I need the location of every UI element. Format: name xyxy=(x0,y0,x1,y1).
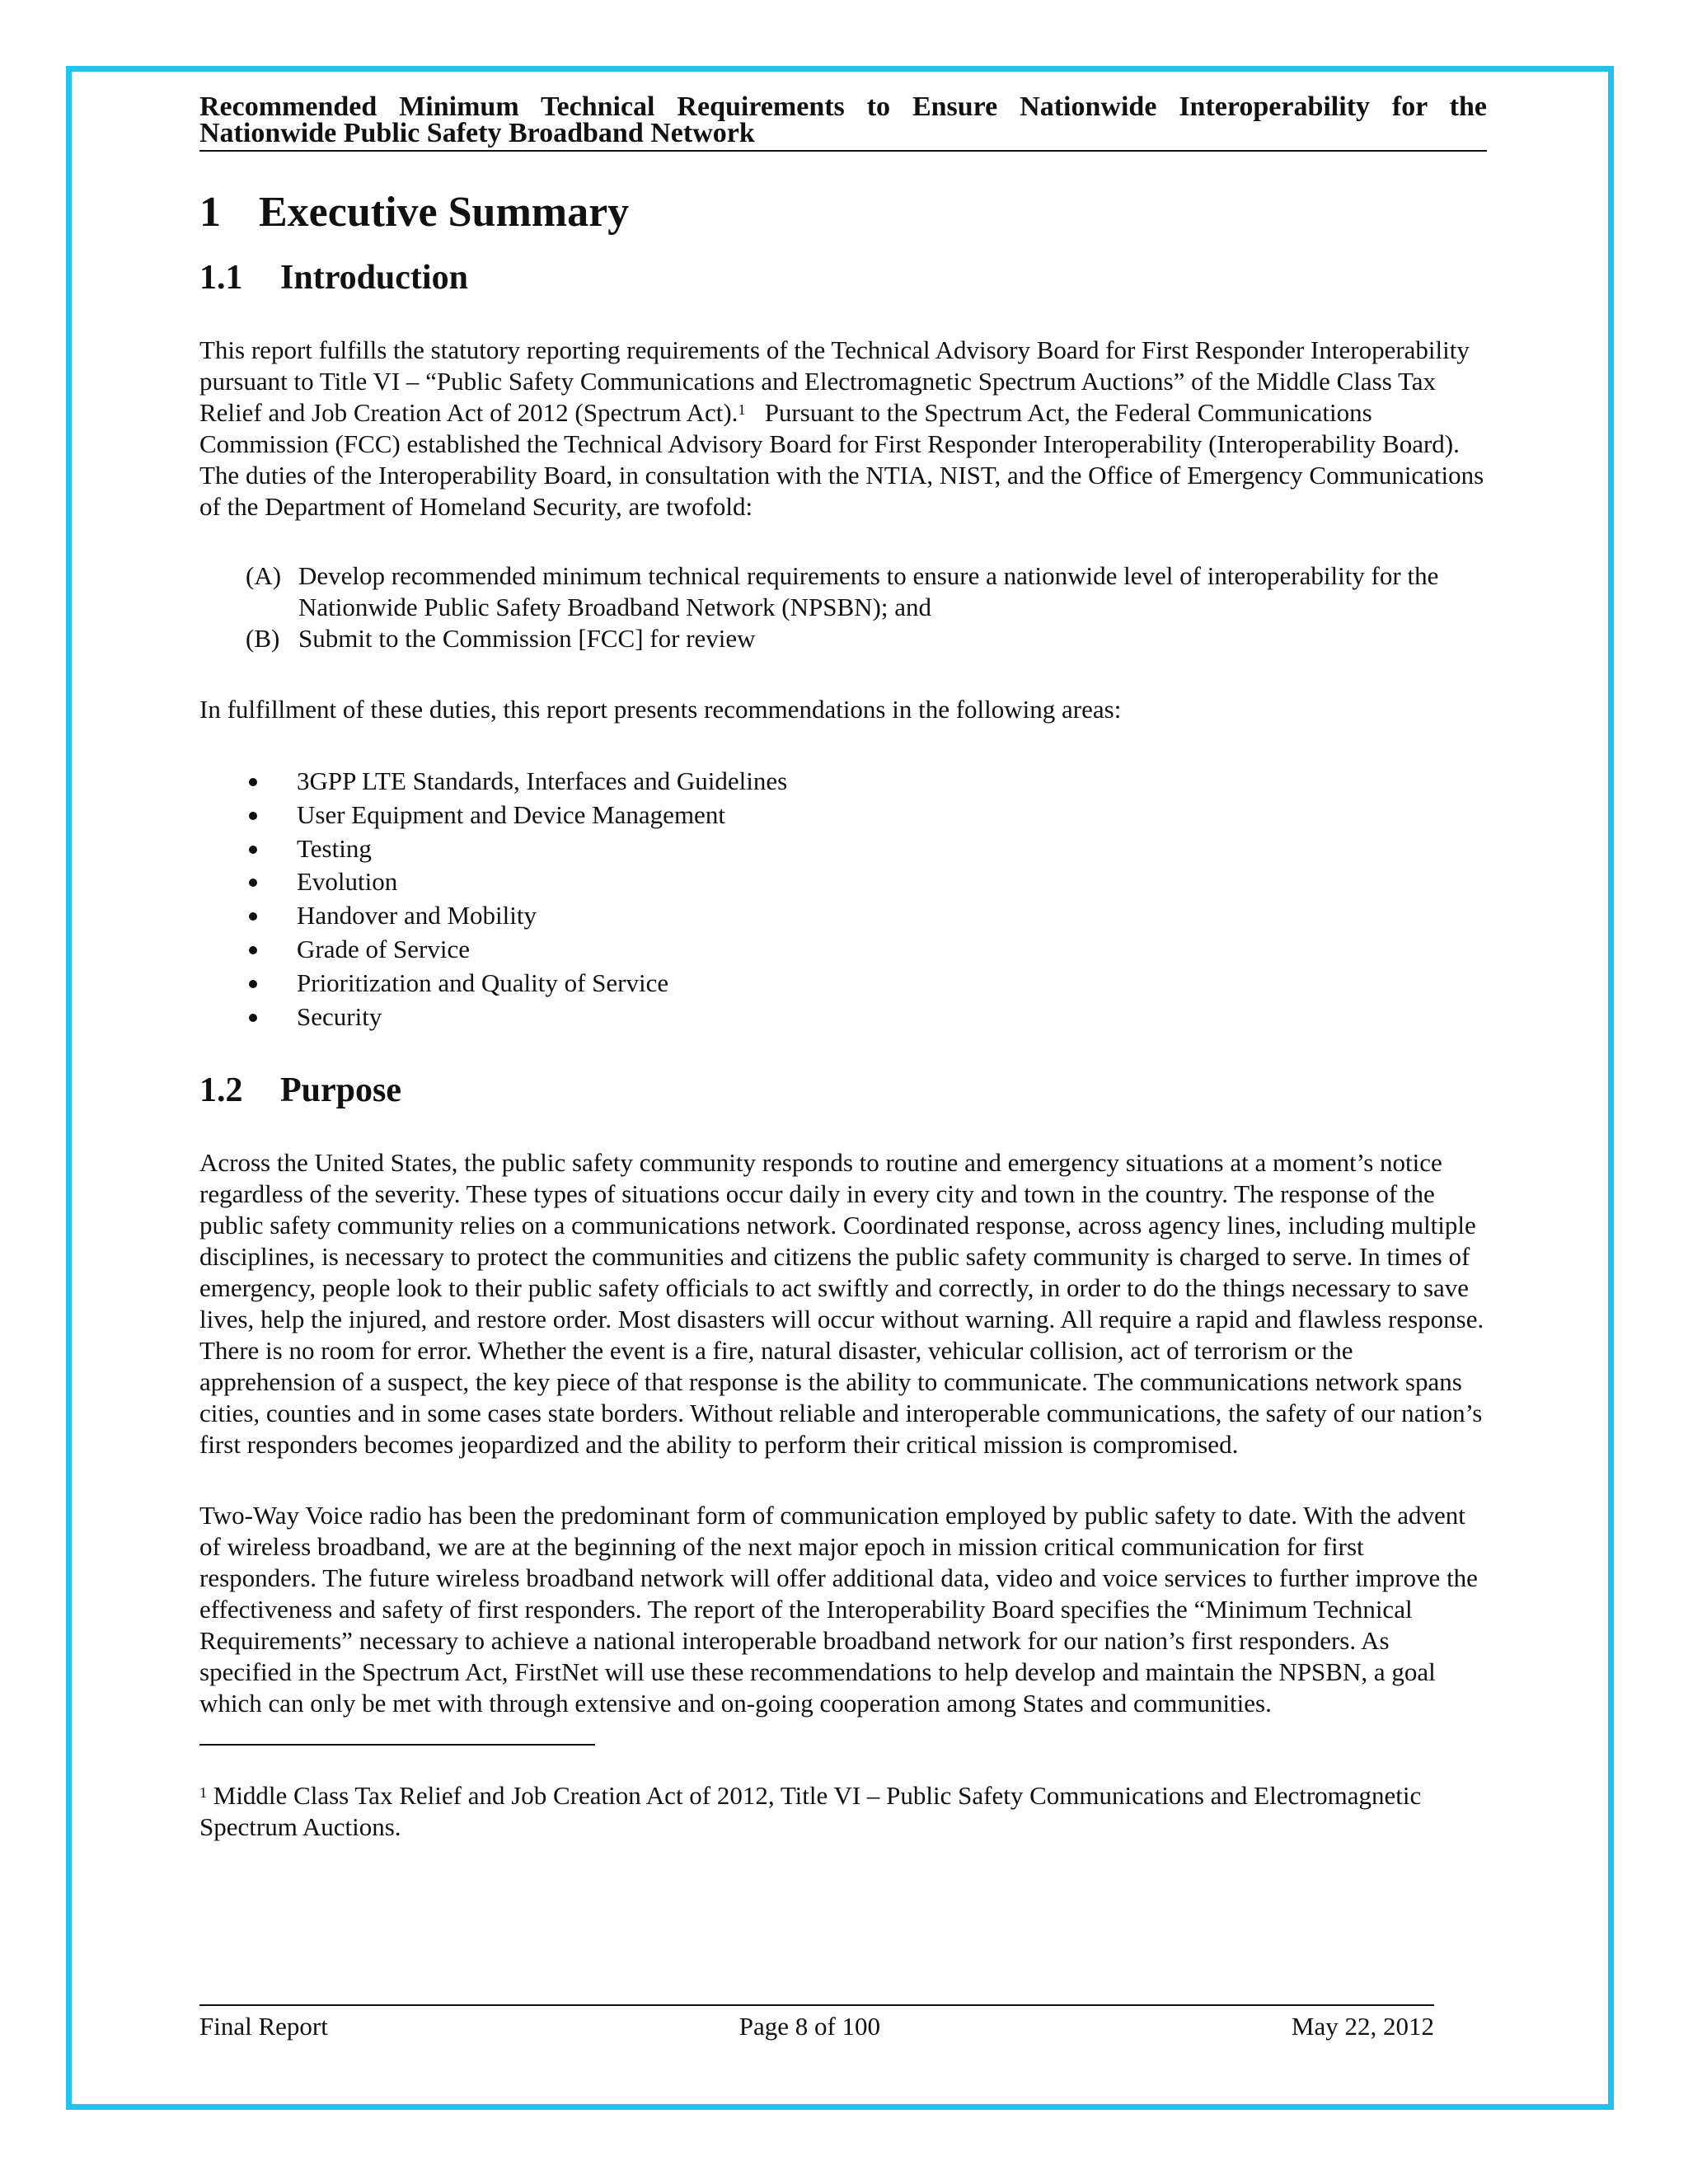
footnote-text: Middle Class Tax Relief and Job Creation Act of 2012, Title VI – Public Safety Communications and Electromagnetic Spectrum Auctions. xyxy=(199,1781,1422,1842)
section-number: 1.1 xyxy=(199,259,243,297)
duty-text: Develop recommended minimum technical requirements to ensure a nationwide level of interoperability for the Nationwide Public Safety Broadband Network (NPSBN); and xyxy=(298,561,1439,621)
footer-page-number: Page 8 of 100 xyxy=(738,2012,881,2041)
list-item xyxy=(199,899,1487,933)
intro-paragraph-1-text: This report fulfills the statutory reporting requirements of the Technical Advisory Board for First Responder Interoperability pursuant to Title VI – “Public Safety Communications and Electromagnetic Spectrum Auctions” of the Middle Class Tax Relief and Job Creation Act of 2012 (Spectrum Act). xyxy=(199,335,1470,427)
list-item xyxy=(199,623,1487,654)
footer-left: Final Report xyxy=(199,2012,328,2041)
list-item xyxy=(199,765,1487,799)
area-text: Handover and Mobility xyxy=(297,901,537,930)
area-text: Testing xyxy=(297,833,372,863)
running-header: Recommended Minimum Technical Requirements to Ensure Nationwide Interoperability for the Nationwide Public Safety Broadband Network xyxy=(199,94,1487,152)
list-item xyxy=(199,933,1487,967)
areas-list xyxy=(199,765,1487,1033)
bullet-icon xyxy=(249,912,257,921)
area-text: Grade of Service xyxy=(297,934,471,963)
bullet-icon xyxy=(249,1014,257,1022)
area-text: 3GPP LTE Standards, Interfaces and Guidelines xyxy=(297,766,788,795)
footer-date: May 22, 2012 xyxy=(1291,2012,1434,2041)
bullet-icon xyxy=(249,946,257,954)
section-number: 1.2 xyxy=(199,1071,243,1110)
list-item xyxy=(199,560,1487,623)
list-item xyxy=(199,1001,1487,1034)
bullet-icon xyxy=(249,778,257,786)
purpose-paragraph-2: Two-Way Voice radio has been the predominant form of communication employed by public safety to date. With the advent of wireless broadband, we are at the beginning of the next major epoch in mission critical communication for first responders. The future wireless broadband network will offer additional data, video and voice services to further improve the effectiveness and safety of first responders. The report of the Interoperability Board specifies the “Minimum Technical Requirements” necessary to achieve a national interoperable broadband network for our nation’s first responders. As specified in the Spectrum Act, FirstNet will use these recommendations to help develop and maintain the NPSBN, a goal which can only be met with through extensive and on-going cooperation among States and communities. xyxy=(199,1501,1478,1718)
area-text: User Equipment and Device Management xyxy=(297,799,725,829)
area-text: Evolution xyxy=(297,867,398,897)
area-text: Security xyxy=(297,1001,382,1031)
area-text: Prioritization and Quality of Service xyxy=(297,968,669,997)
intro-paragraph-1-continued: Pursuant to the Spectrum Act, the Federal Communications Commission (FCC) established the Technical Advisory Board for First Responder Interoperability (Interoperability Board). The duties of the Interoperability Board, in consultation with the NTIA, NIST, and the Office of Emergency Communications of the Department of Homeland Security, are twofold: xyxy=(199,398,1484,521)
duties-list xyxy=(199,560,1487,654)
section-title: Purpose xyxy=(280,1071,401,1110)
footnote-text-block xyxy=(199,1780,1487,1843)
intro-paragraph-1 xyxy=(199,335,1487,523)
bullet-icon xyxy=(249,812,257,820)
intro-paragraph-2: In fulfillment of these duties, this report presents recommendations in the following areas: xyxy=(199,695,1122,724)
duty-label: (A) xyxy=(246,561,282,590)
bullet-icon xyxy=(249,846,257,854)
bullet-icon xyxy=(249,879,257,887)
list-item xyxy=(199,799,1487,832)
purpose-paragraph-1: Across the United States, the public safety community responds to routine and emergency situations at a moment’s notice regardless of the severity. These types of situations occur daily in every city and town in the country. The response of the public safety community relies on a communications network. Coordinated response, across agency lines, including multiple disciplines, is necessary to protect the communities and citizens the public safety community is charged to serve. In times of emergency, people look to their public safety officials to act swiftly and correctly, in order to do the things necessary to save lives, help the injured, and restore order. Most disasters will occur without warning. All require a rapid and flawless response. There is no room for error. Whether the event is a fire, natural disaster, vehicular collision, act of terrorism or the apprehension of a suspect, the key piece of that response is the ability to communicate. The communications network spans cities, counties and in some cases state borders. Without reliable and interoperable communications, the safety of our nation’s first responders becomes jeopardized and the ability to perform their critical mission is compromised. xyxy=(199,1148,1484,1460)
list-item xyxy=(199,967,1487,1001)
list-item xyxy=(199,865,1487,899)
chapter-number: 1 xyxy=(199,189,221,236)
footnote xyxy=(199,1780,1487,1843)
chapter-heading xyxy=(199,188,1487,237)
footnote-separator xyxy=(199,1744,595,1746)
section-heading-introduction xyxy=(199,257,1487,298)
bullet-icon xyxy=(249,980,257,988)
footnote-reference[interactable]: 1 xyxy=(738,401,746,418)
duty-label: (B) xyxy=(246,624,280,653)
section-heading-purpose xyxy=(199,1070,1487,1111)
page-footer xyxy=(199,2004,1434,2042)
list-item xyxy=(199,832,1487,866)
section-title: Introduction xyxy=(280,259,468,297)
chapter-title: Executive Summary xyxy=(259,189,630,236)
duty-text: Submit to the Commission [FCC] for review xyxy=(298,624,756,653)
footnote-mark: 1 xyxy=(199,1784,207,1802)
page-content xyxy=(199,91,1487,1843)
